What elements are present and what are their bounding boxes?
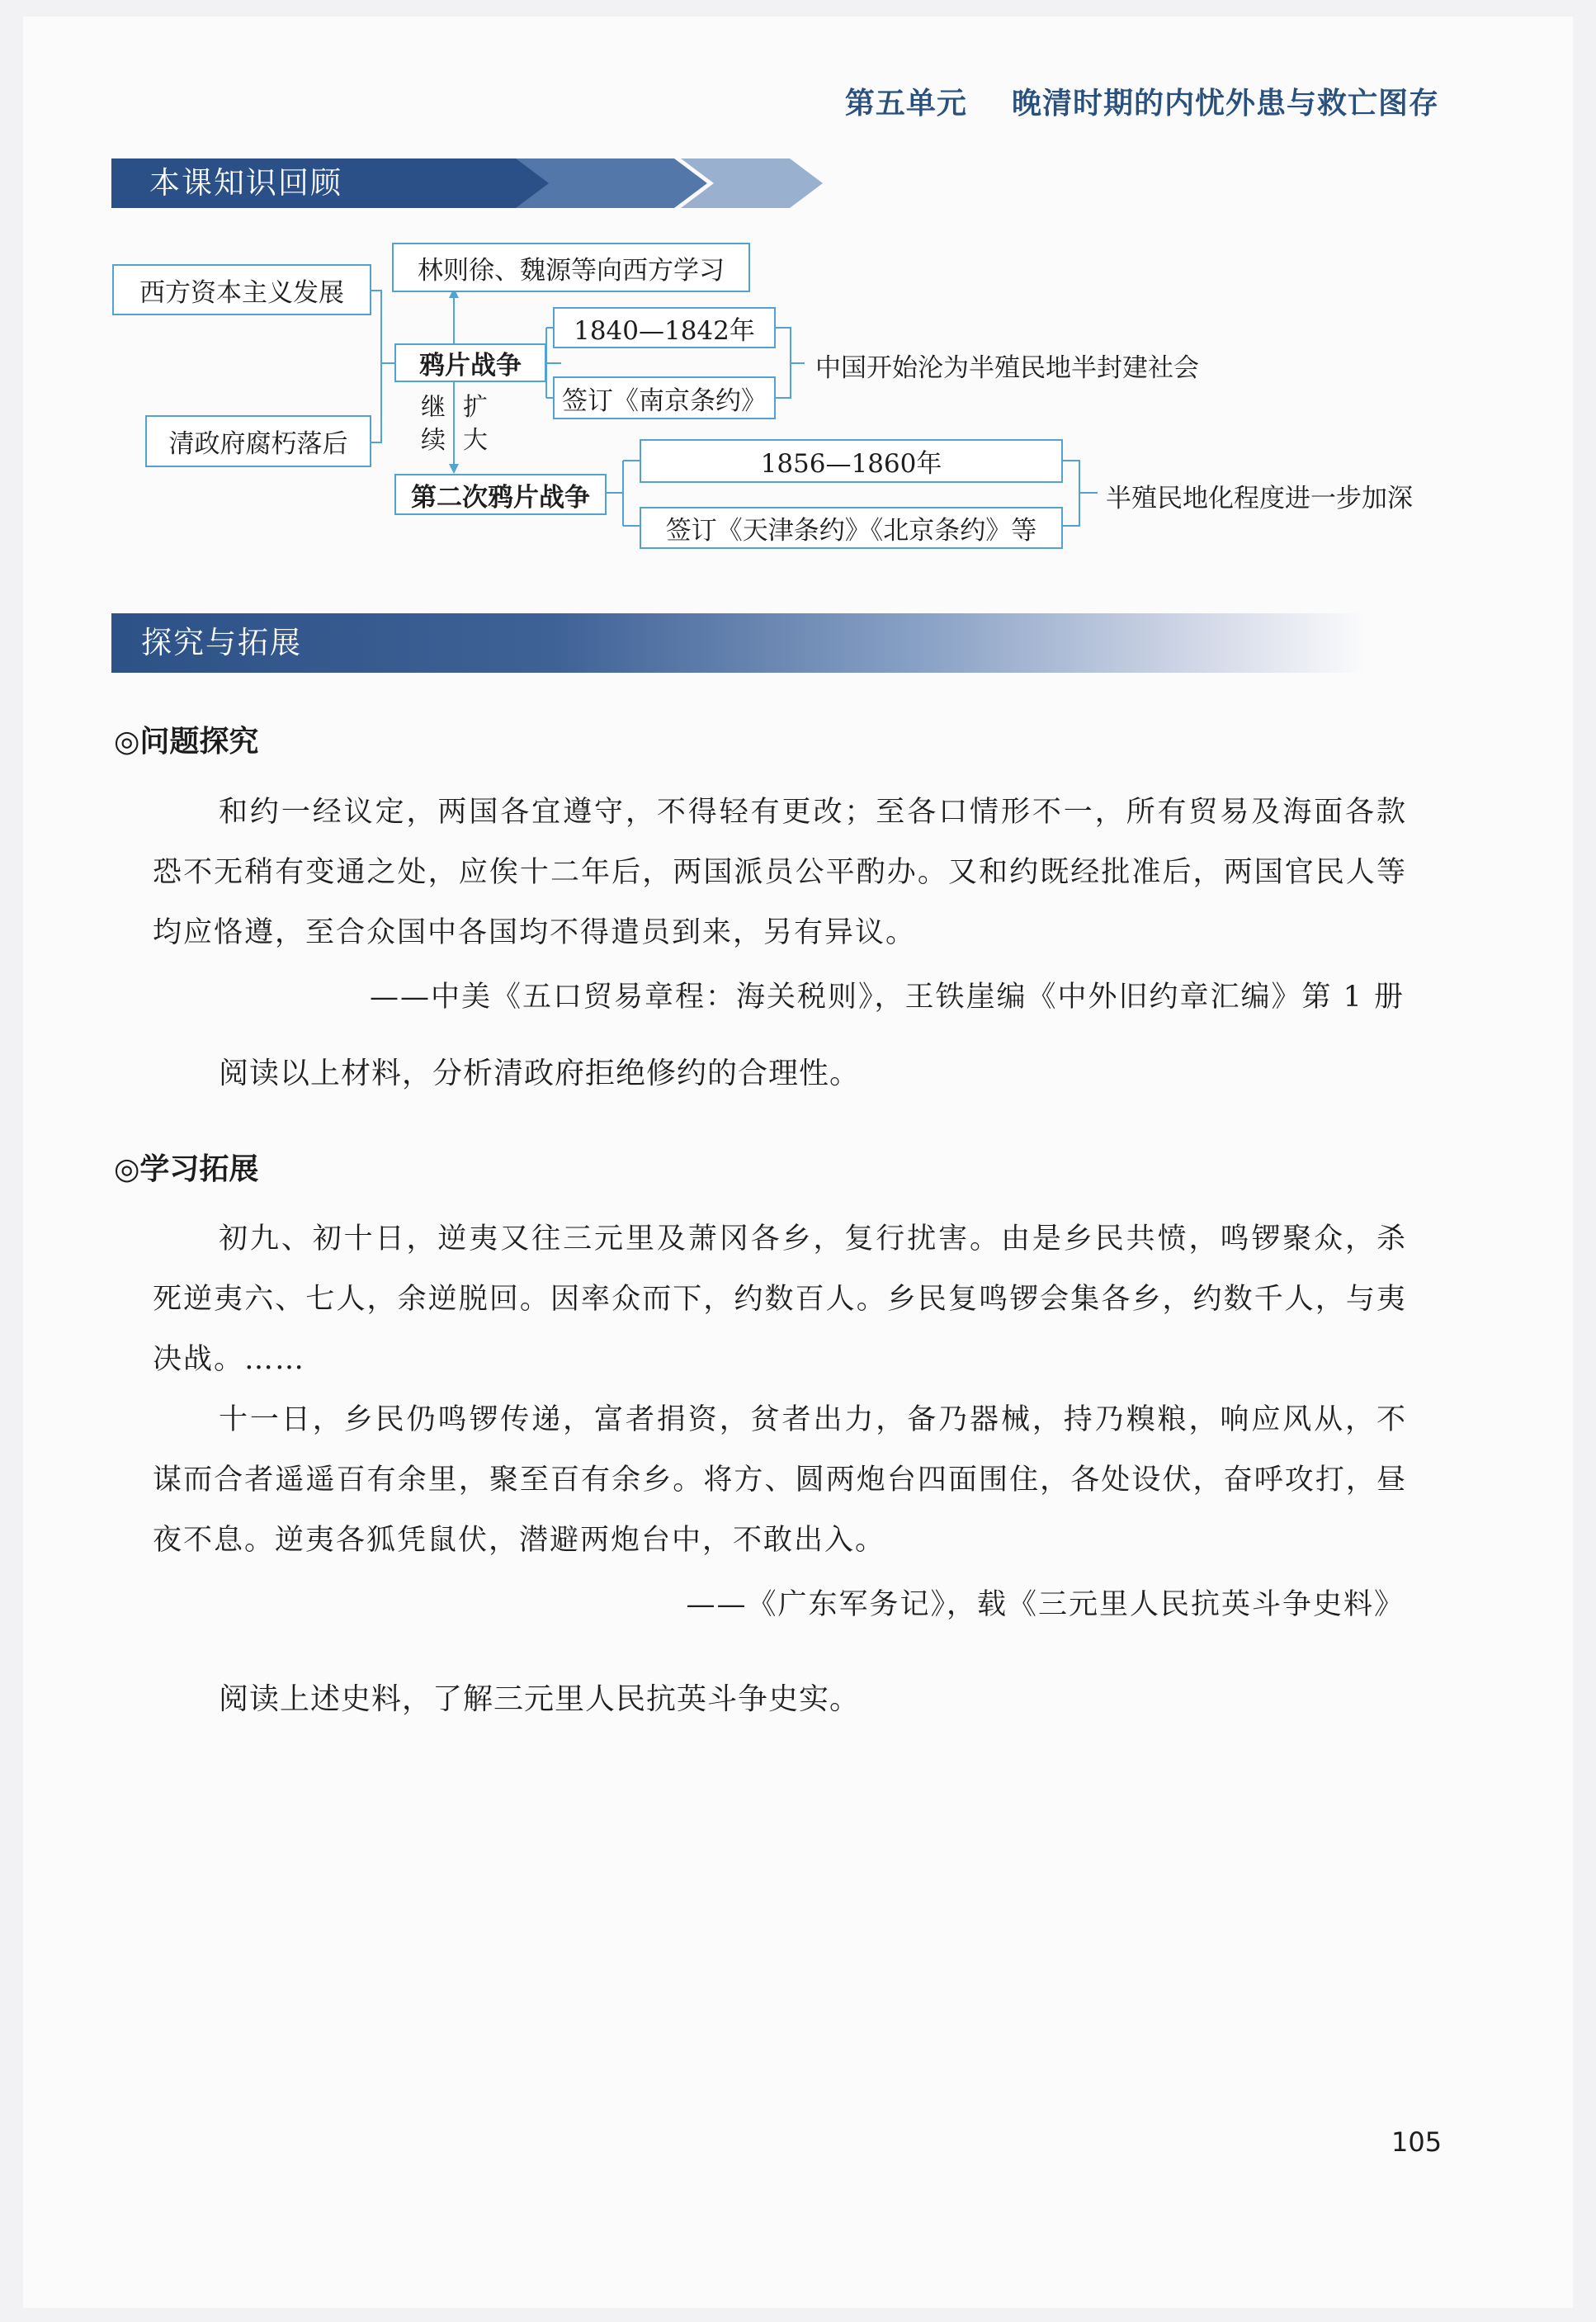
problem-source: ——中美《五口贸易章程：海关税则》，王铁崖编《中外旧约章汇编》第 1 册 — [369, 981, 1405, 1014]
problem-question: 阅读以上材料，分析清政府拒绝修约的合理性。 — [219, 1057, 861, 1090]
result-1-text: 中国开始沦为半殖民地半封建社会 — [815, 353, 1199, 383]
lin-wei-node: 林则徐、魏源等向西方学习 — [392, 243, 750, 292]
extension-quote-paragraph-1: 初九、初十日，逆夷又往三元里及萧冈各乡，复行扰害。由是乡民共愤，鸣锣聚众，杀死逆夷六、七人，余逆脱回。因率众而下，约数百人。乡民复鸣锣会集各乡，约数千人，与夷决战。…… — [153, 1222, 1407, 1376]
continue-label: 继续 — [421, 393, 446, 455]
treaty-2-node: 签订《天津条约》《北京条约》等 — [640, 507, 1063, 549]
extension-quote-paragraph-2: 十一日，乡民仍鸣锣传递，富者捐资，贫者出力，备乃器械，持乃糗粮，响应风从，不谋而合者遥遥百有余里，聚至百有余乡。将方、圆两炮台四面围住，各处设伏，奋呼攻打，昼夜不息。逆夷各狐凭鼠伏，潜避两炮台中，不敢出入。 — [153, 1403, 1407, 1557]
explore-section-banner — [111, 613, 1366, 673]
extension-source: ——《广东军务记》，载《三元里人民抗英斗争史料》 — [686, 1588, 1405, 1621]
period-1-node: 1840—1842年 — [553, 307, 776, 348]
explore-section-title: 探究与拓展 — [141, 625, 302, 660]
period-2-node: 1856—1860年 — [640, 439, 1063, 483]
page-number: 105 — [1391, 2126, 1443, 2158]
opium-war-node: 鸦片战争 — [394, 343, 546, 382]
review-section-title: 本课知识回顾 — [149, 165, 342, 201]
west-capitalism-node: 西方资本主义发展 — [112, 264, 371, 315]
knowledge-diagram — [0, 0, 1596, 594]
extension-question: 阅读上述史料，了解三元里人民抗英斗争史实。 — [219, 1682, 861, 1716]
second-opium-war-node: 第二次鸦片战争 — [394, 474, 607, 515]
result-2-text: 半殖民地化程度进一步加深 — [1106, 484, 1413, 513]
extension-heading: ◎学习拓展 — [114, 1152, 259, 1186]
expand-label: 扩大 — [463, 393, 488, 455]
running-head: 第五单元 晚清时期的内忧外患与救亡图存 — [844, 87, 1439, 121]
treaty-1-node: 签订《南京条约》 — [553, 376, 776, 419]
problem-quote: 和约一经议定，两国各宜遵守，不得轻有更改；至各口情形不一，所有贸易及海面各款恐不无稍有变通之处，应俟十二年后，两国派员公平酌办。又和约既经批准后，两国官民人等均应恪遵，至合众国中各国均不得遣员到来，另有异议。 — [153, 796, 1407, 949]
problem-heading: ◎问题探究 — [114, 725, 259, 759]
qing-decay-node: 清政府腐朽落后 — [145, 415, 371, 467]
